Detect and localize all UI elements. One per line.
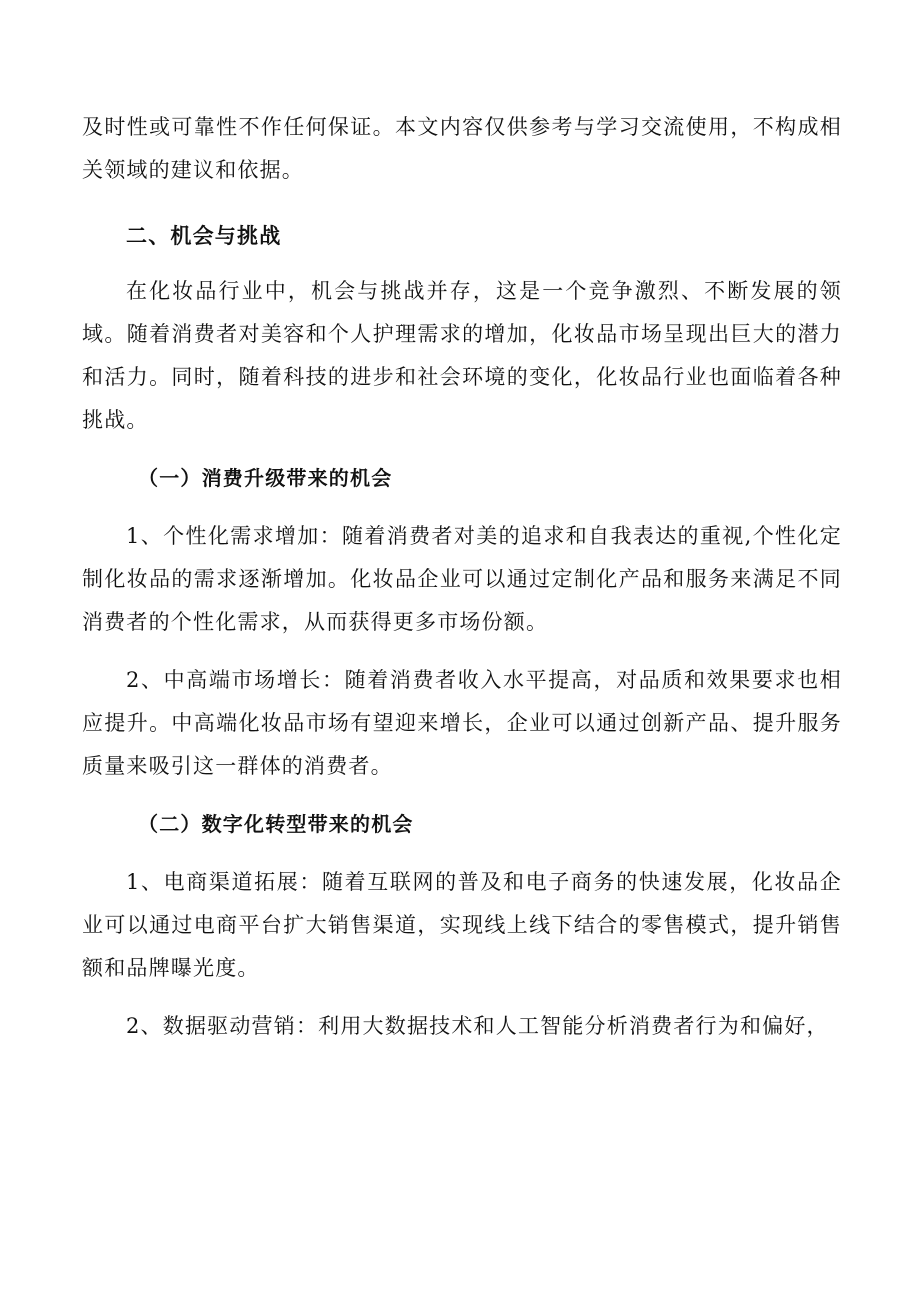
paragraph-section-intro: 在化妆品行业中，机会与挑战并存，这是一个竞争激烈、不断发展的领域。随着消费者对美容和个人护理需求的增加，化妆品市场呈现出巨大的潜力和活力。同时，随着科技的进步和社会环境的变化，化妆品行业也面临着各种挑战。 xyxy=(82,279,842,432)
spacer xyxy=(82,846,842,861)
spacer xyxy=(82,788,842,803)
spacer xyxy=(82,990,842,1005)
document-body xyxy=(82,106,842,1048)
spacer xyxy=(82,500,842,515)
spacer xyxy=(82,257,842,270)
subsection-heading-consumption-upgrade: （一）消费升级带来的机会 xyxy=(138,466,393,490)
spacer xyxy=(82,442,842,457)
subsection-heading-digital-transformation: （二）数字化转型带来的机会 xyxy=(138,812,414,836)
paragraph-high-end-market: 2、中高端市场增长：随着消费者收入水平提高，对品质和效果要求也相应提升。中高端化妆品市场有望迎来增长，企业可以通过创新产品、提升服务质量来吸引这一群体的消费者。 xyxy=(82,668,842,778)
paragraph-ecommerce-channels: 1、电商渠道拓展：随着互联网的普及和电子商务的快速发展，化妆品企业可以通过电商平台扩大销售渠道，实现线上线下结合的零售模式，提升销售额和品牌曝光度。 xyxy=(82,870,842,980)
spacer xyxy=(82,644,842,659)
section-heading-opportunities-challenges: 二、机会与挑战 xyxy=(126,223,282,248)
paragraph-disclaimer-continuation: 及时性或可靠性不作任何保证。本文内容仅供参考与学习交流使用，不构成相关领域的建议和依据。 xyxy=(82,115,842,182)
paragraph-personalized-demand: 1、个性化需求增加：随着消费者对美的追求和自我表达的重视,个性化定制化妆品的需求逐渐增加。化妆品企业可以通过定制化产品和服务来满足不同消费者的个性化需求，从而获得更多市场份额。 xyxy=(82,524,842,634)
spacer xyxy=(82,192,842,214)
paragraph-data-driven-marketing: 2、数据驱动营销：利用大数据技术和人工智能分析消费者行为和偏好， xyxy=(126,1014,829,1038)
